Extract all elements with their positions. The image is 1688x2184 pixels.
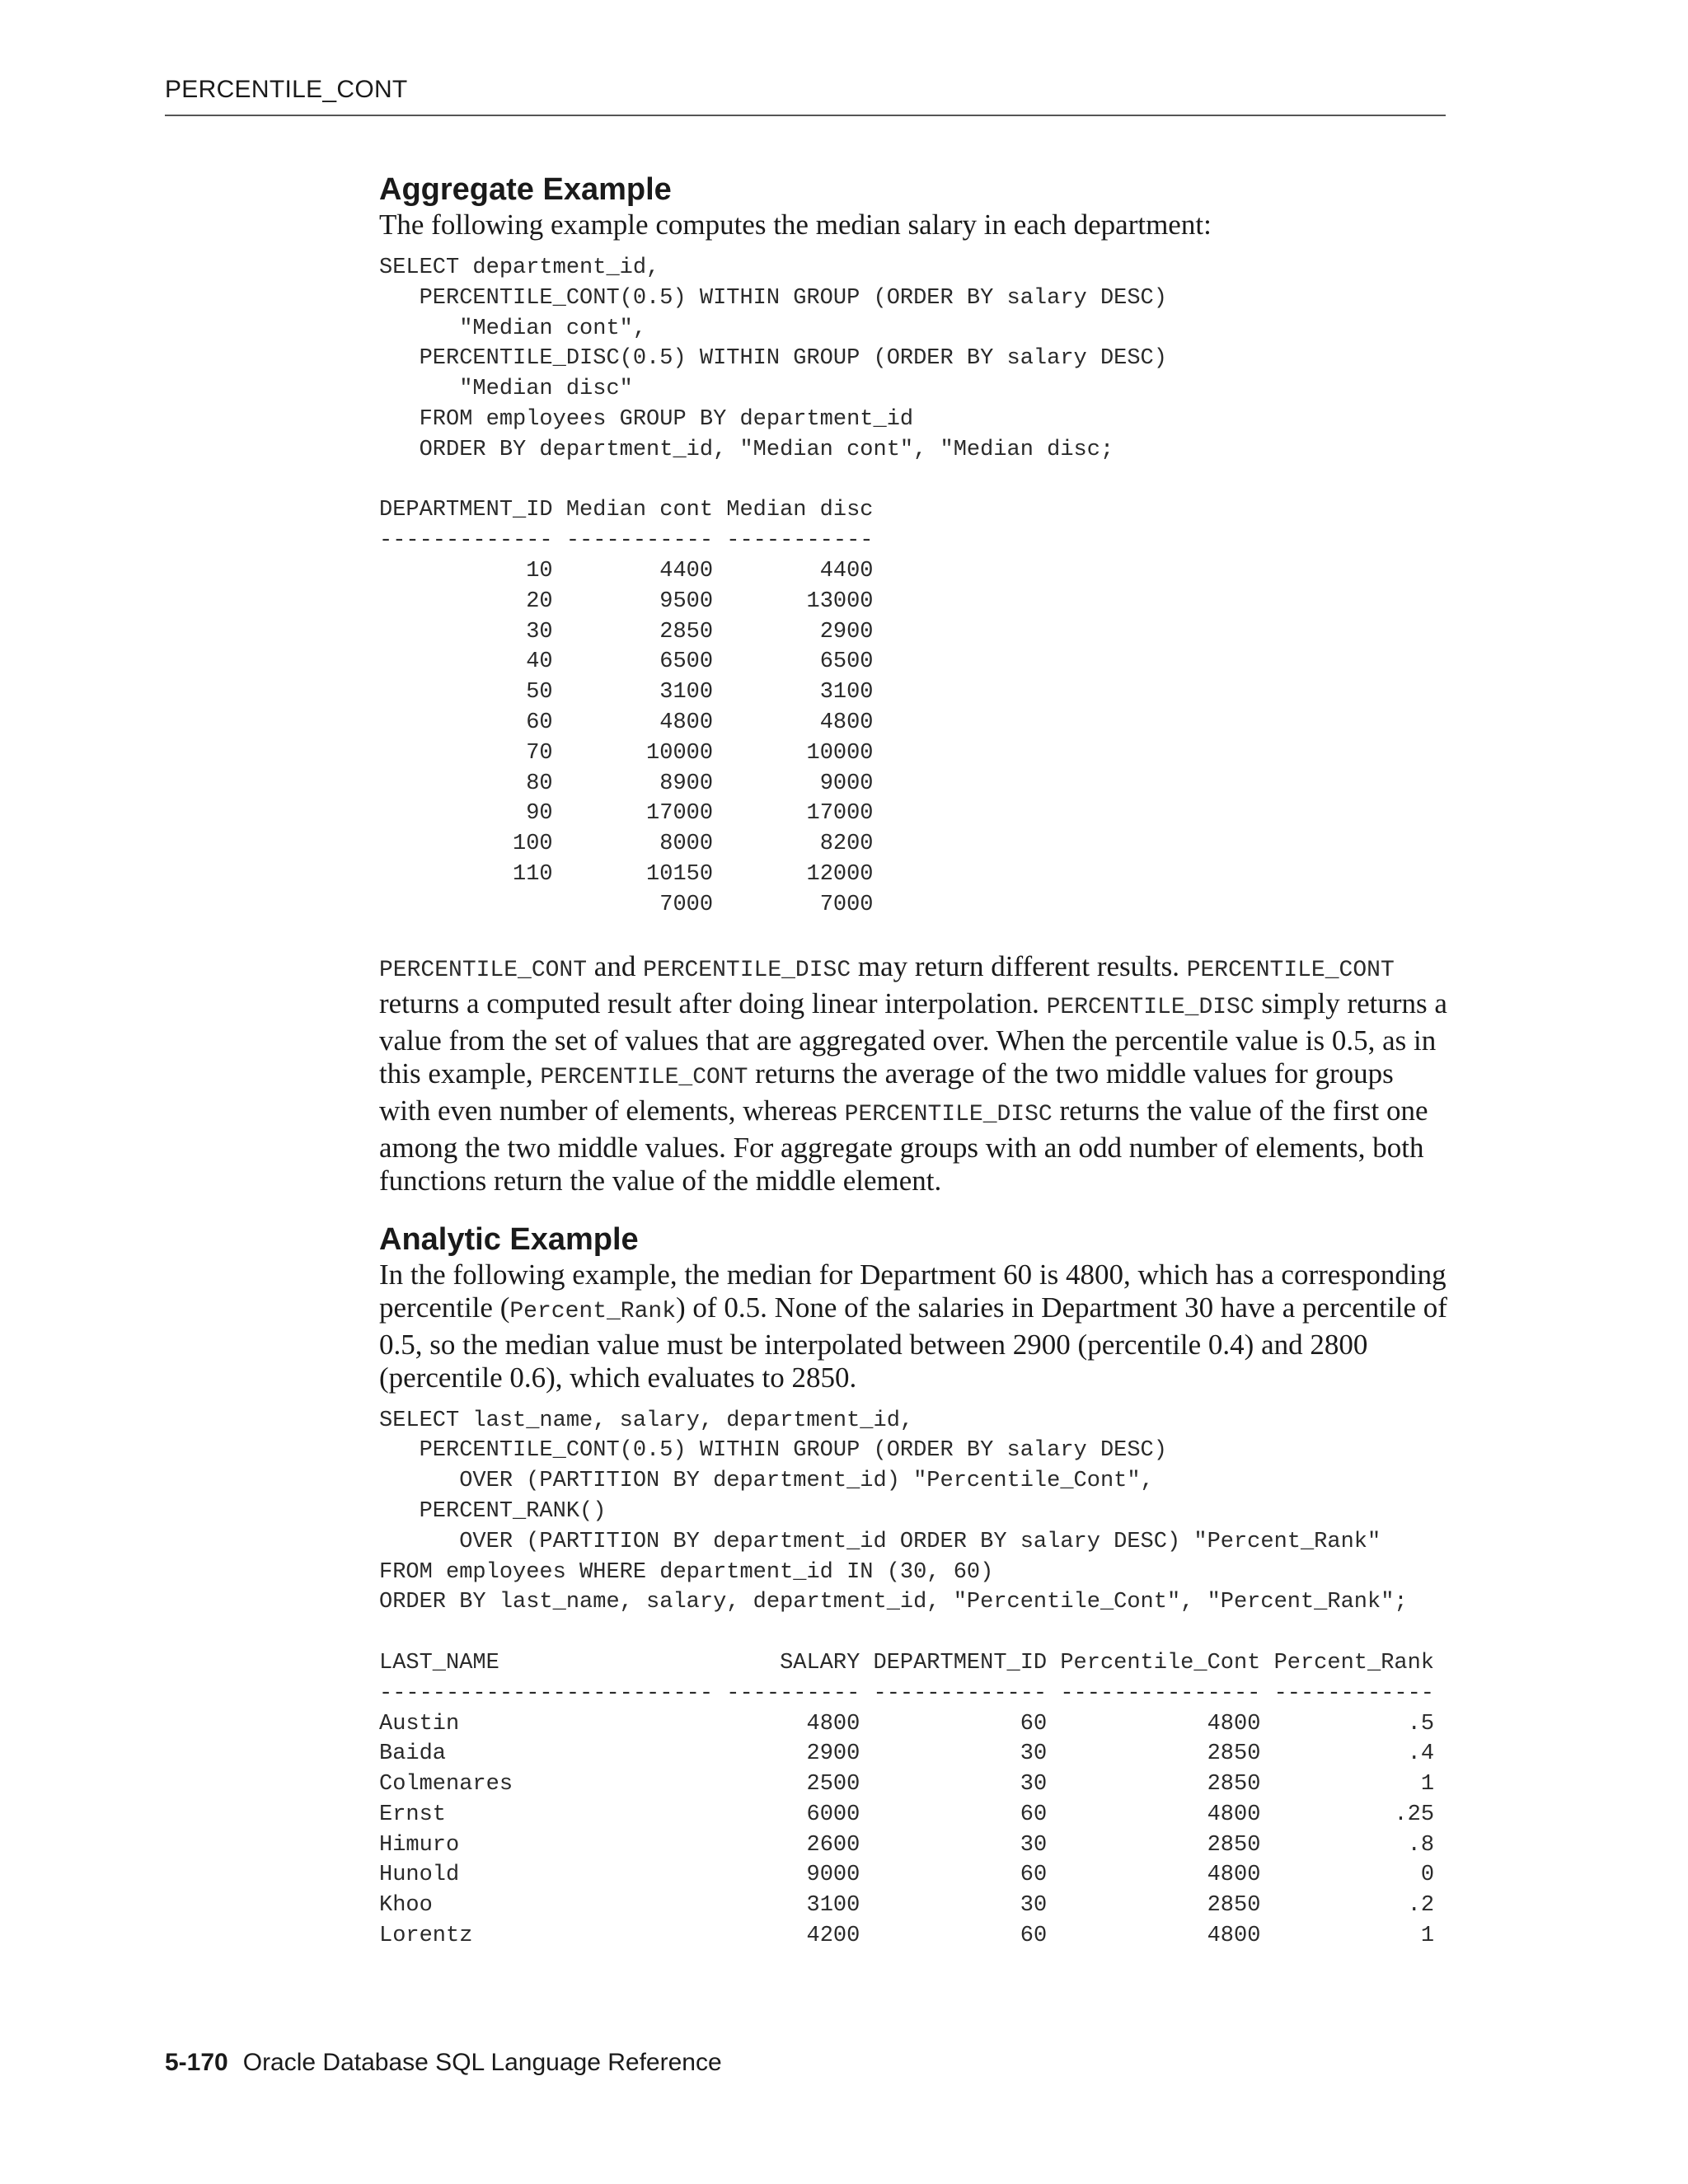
result-cell: 8200	[726, 832, 874, 857]
result-row	[379, 738, 1451, 769]
result-cell: Lorentz	[379, 1924, 714, 1949]
result-cell: 60	[873, 1924, 1048, 1949]
result-cell: 4800	[1060, 1711, 1261, 1736]
analytic-example-heading: Analytic Example	[379, 1221, 639, 1257]
result-cell: 1	[1273, 1772, 1435, 1797]
result-cell	[379, 893, 553, 917]
result-cell: 60	[873, 1863, 1048, 1888]
result-row	[379, 829, 1451, 860]
result-row	[379, 1709, 1451, 1740]
result-cell: 70	[379, 740, 553, 766]
result-cell: 90	[379, 801, 553, 827]
explanation-text: may return different results.	[851, 949, 1187, 982]
result-cell: 10000	[565, 740, 714, 766]
explanation-text: returns the average of the two middle values for groups with even number of elements, whereas	[379, 1057, 1394, 1127]
aggregate-result-header: DEPARTMENT_ID Median cont Median disc ------------- ----------- -----------	[379, 498, 874, 554]
result-cell: Hunold	[379, 1863, 714, 1888]
result-cell: 10150	[565, 861, 714, 887]
result-cell: 6500	[565, 649, 714, 675]
running-header: PERCENTILE_CONT	[165, 76, 408, 103]
result-cell: 2900	[726, 619, 874, 644]
result-row	[379, 799, 1451, 829]
code-percentile-disc: PERCENTILE_DISC	[844, 1101, 1053, 1127]
result-cell: 4200	[726, 1924, 860, 1949]
result-row	[379, 890, 1451, 921]
result-cell: 30	[873, 1741, 1048, 1767]
result-cell: 0	[1273, 1863, 1435, 1888]
result-cell: 8000	[565, 832, 714, 857]
result-cell: 6500	[726, 649, 874, 675]
result-cell: .4	[1273, 1741, 1435, 1767]
result-cell: 7000	[565, 892, 714, 917]
result-row	[379, 1830, 1451, 1861]
result-row	[379, 1921, 1451, 1952]
analytic-result-rows	[379, 1709, 1451, 1952]
code-percentile-cont: PERCENTILE_CONT	[379, 957, 588, 983]
result-cell: 2850	[565, 619, 714, 644]
analytic-intro-text: In the following example, the median for Department 60 is 4800, which has a corresponding percentile (	[379, 1258, 1447, 1324]
result-cell: 6000	[726, 1802, 860, 1827]
code-percentile-cont: PERCENTILE_CONT	[540, 1064, 748, 1090]
result-cell: 80	[379, 771, 553, 796]
aggregate-result-rows	[379, 556, 1451, 921]
result-cell: 2600	[726, 1832, 860, 1858]
result-cell: 30	[379, 619, 553, 644]
result-row	[379, 1860, 1451, 1891]
result-row	[379, 587, 1451, 617]
result-row	[379, 1739, 1451, 1769]
analytic-query-code: SELECT last_name, salary, department_id, PERCENTILE_CONT(0.5) WITHIN GROUP (ORDER BY salary DESC) OVER (PARTITION BY department_id) "Percentile_Cont", PERCENT_RANK() OVER (PARTITION BY department_id ORDER BY salary DESC) "Percent_Rank" FROM employees WHERE department_id IN (30, 60) ORDER BY last_name, salary, department_id, "Percentile_Cont", "Percent_Rank";	[379, 1408, 1408, 1615]
page-footer	[165, 2049, 722, 2077]
explanation-text: simply returns a value from the set of values that are aggregated over. When the percentile value is 0.5, as in this example,	[379, 987, 1447, 1090]
analytic-intro	[379, 1258, 1451, 1394]
code-percentile-cont: PERCENTILE_CONT	[1186, 957, 1395, 983]
result-cell: 12000	[726, 861, 874, 887]
result-cell: 2900	[726, 1741, 860, 1767]
result-cell: 9500	[565, 588, 714, 614]
result-cell: 10	[379, 558, 553, 583]
result-cell: 2500	[726, 1772, 860, 1797]
result-cell: 4800	[726, 1711, 860, 1736]
result-cell: .25	[1273, 1802, 1435, 1827]
result-cell: 9000	[726, 771, 874, 796]
analytic-intro-text: ) of 0.5. None of the salaries in Department 30 have a percentile of 0.5, so the median value must be interpolated between 2900 (percentile 0.4) and 2800 (percentile 0.6), which evaluates to 2850.	[379, 1291, 1447, 1394]
result-row	[379, 1891, 1451, 1921]
header-rule	[165, 115, 1446, 116]
result-cell: Ernst	[379, 1802, 714, 1827]
percentile-explanation	[379, 950, 1451, 1197]
result-cell: Baida	[379, 1741, 714, 1767]
result-cell: .2	[1273, 1893, 1435, 1919]
result-cell: 30	[873, 1772, 1048, 1797]
result-cell: 1	[1273, 1924, 1435, 1949]
code-percentile-disc: PERCENTILE_DISC	[643, 957, 851, 983]
result-row	[379, 1769, 1451, 1800]
result-cell: 4800	[565, 710, 714, 735]
aggregate-query-code: SELECT department_id, PERCENTILE_CONT(0.5) WITHIN GROUP (ORDER BY salary DESC) "Median cont", PERCENTILE_DISC(0.5) WITHIN GROUP (ORDER BY salary DESC) "Median disc" FROM employees GROUP BY department_id ORDER BY department_id, "Median cont", "Median disc;	[379, 255, 1167, 462]
aggregate-intro: The following example computes the median salary in each department:	[379, 209, 1212, 241]
result-cell: 4400	[565, 558, 714, 583]
result-cell: 110	[379, 861, 553, 887]
result-cell: 40	[379, 649, 553, 675]
result-cell: 8900	[565, 771, 714, 796]
result-cell: 60	[873, 1711, 1048, 1736]
explanation-text: and	[587, 949, 644, 982]
result-cell: 50	[379, 680, 553, 705]
result-row	[379, 556, 1451, 587]
result-cell: 17000	[565, 801, 714, 827]
result-row	[379, 647, 1451, 677]
aggregate-example-heading: Aggregate Example	[379, 172, 672, 207]
result-cell: 4800	[1060, 1924, 1261, 1949]
result-row	[379, 1800, 1451, 1830]
result-cell: 100	[379, 832, 553, 857]
result-cell: 9000	[726, 1863, 860, 1888]
code-percent-rank: Percent_Rank	[509, 1298, 677, 1324]
code-percentile-disc: PERCENTILE_DISC	[1046, 994, 1254, 1020]
result-row	[379, 617, 1451, 648]
result-cell: 2850	[1060, 1772, 1261, 1797]
result-row	[379, 860, 1451, 890]
result-cell: 4800	[1060, 1863, 1261, 1888]
result-row	[379, 708, 1451, 738]
analytic-result-header: LAST_NAME SALARY DEPARTMENT_ID Percentile_Cont Percent_Rank ------------------------- ---------- ------------- --------------- ------------	[379, 1650, 1435, 1706]
result-cell: Khoo	[379, 1893, 714, 1919]
result-cell: .8	[1273, 1832, 1435, 1858]
result-cell: 3100	[565, 680, 714, 705]
explanation-text: returns the value of the first one among the two middle values. For aggregate groups with an odd number of elements, both functions return the value of the middle element.	[379, 1094, 1428, 1197]
result-cell: Himuro	[379, 1832, 714, 1858]
result-cell: 30	[873, 1893, 1048, 1919]
result-cell: .5	[1273, 1711, 1435, 1736]
result-cell: 2850	[1060, 1832, 1261, 1858]
result-cell: Colmenares	[379, 1772, 714, 1797]
result-cell: 7000	[726, 892, 874, 917]
book-title: Oracle Database SQL Language Reference	[242, 2049, 722, 2076]
result-cell: 2850	[1060, 1893, 1261, 1919]
result-cell: 3100	[726, 1893, 860, 1919]
result-cell: 17000	[726, 801, 874, 827]
result-cell: 10000	[726, 740, 874, 766]
result-cell: 4800	[726, 710, 874, 735]
result-cell: 2850	[1060, 1741, 1261, 1767]
result-cell: 30	[873, 1832, 1048, 1858]
page-number: 5-170	[165, 2049, 228, 2076]
result-cell: 4800	[1060, 1802, 1261, 1827]
result-cell: 60	[379, 710, 553, 735]
result-row	[379, 769, 1451, 799]
result-cell: Austin	[379, 1711, 714, 1736]
page-content	[379, 169, 1451, 1952]
explanation-text: returns a computed result after doing linear interpolation.	[379, 987, 1047, 1019]
result-cell: 4400	[726, 558, 874, 583]
result-cell: 3100	[726, 680, 874, 705]
result-cell: 13000	[726, 588, 874, 614]
result-cell: 60	[873, 1802, 1048, 1827]
result-cell: 20	[379, 588, 553, 614]
result-row	[379, 677, 1451, 708]
